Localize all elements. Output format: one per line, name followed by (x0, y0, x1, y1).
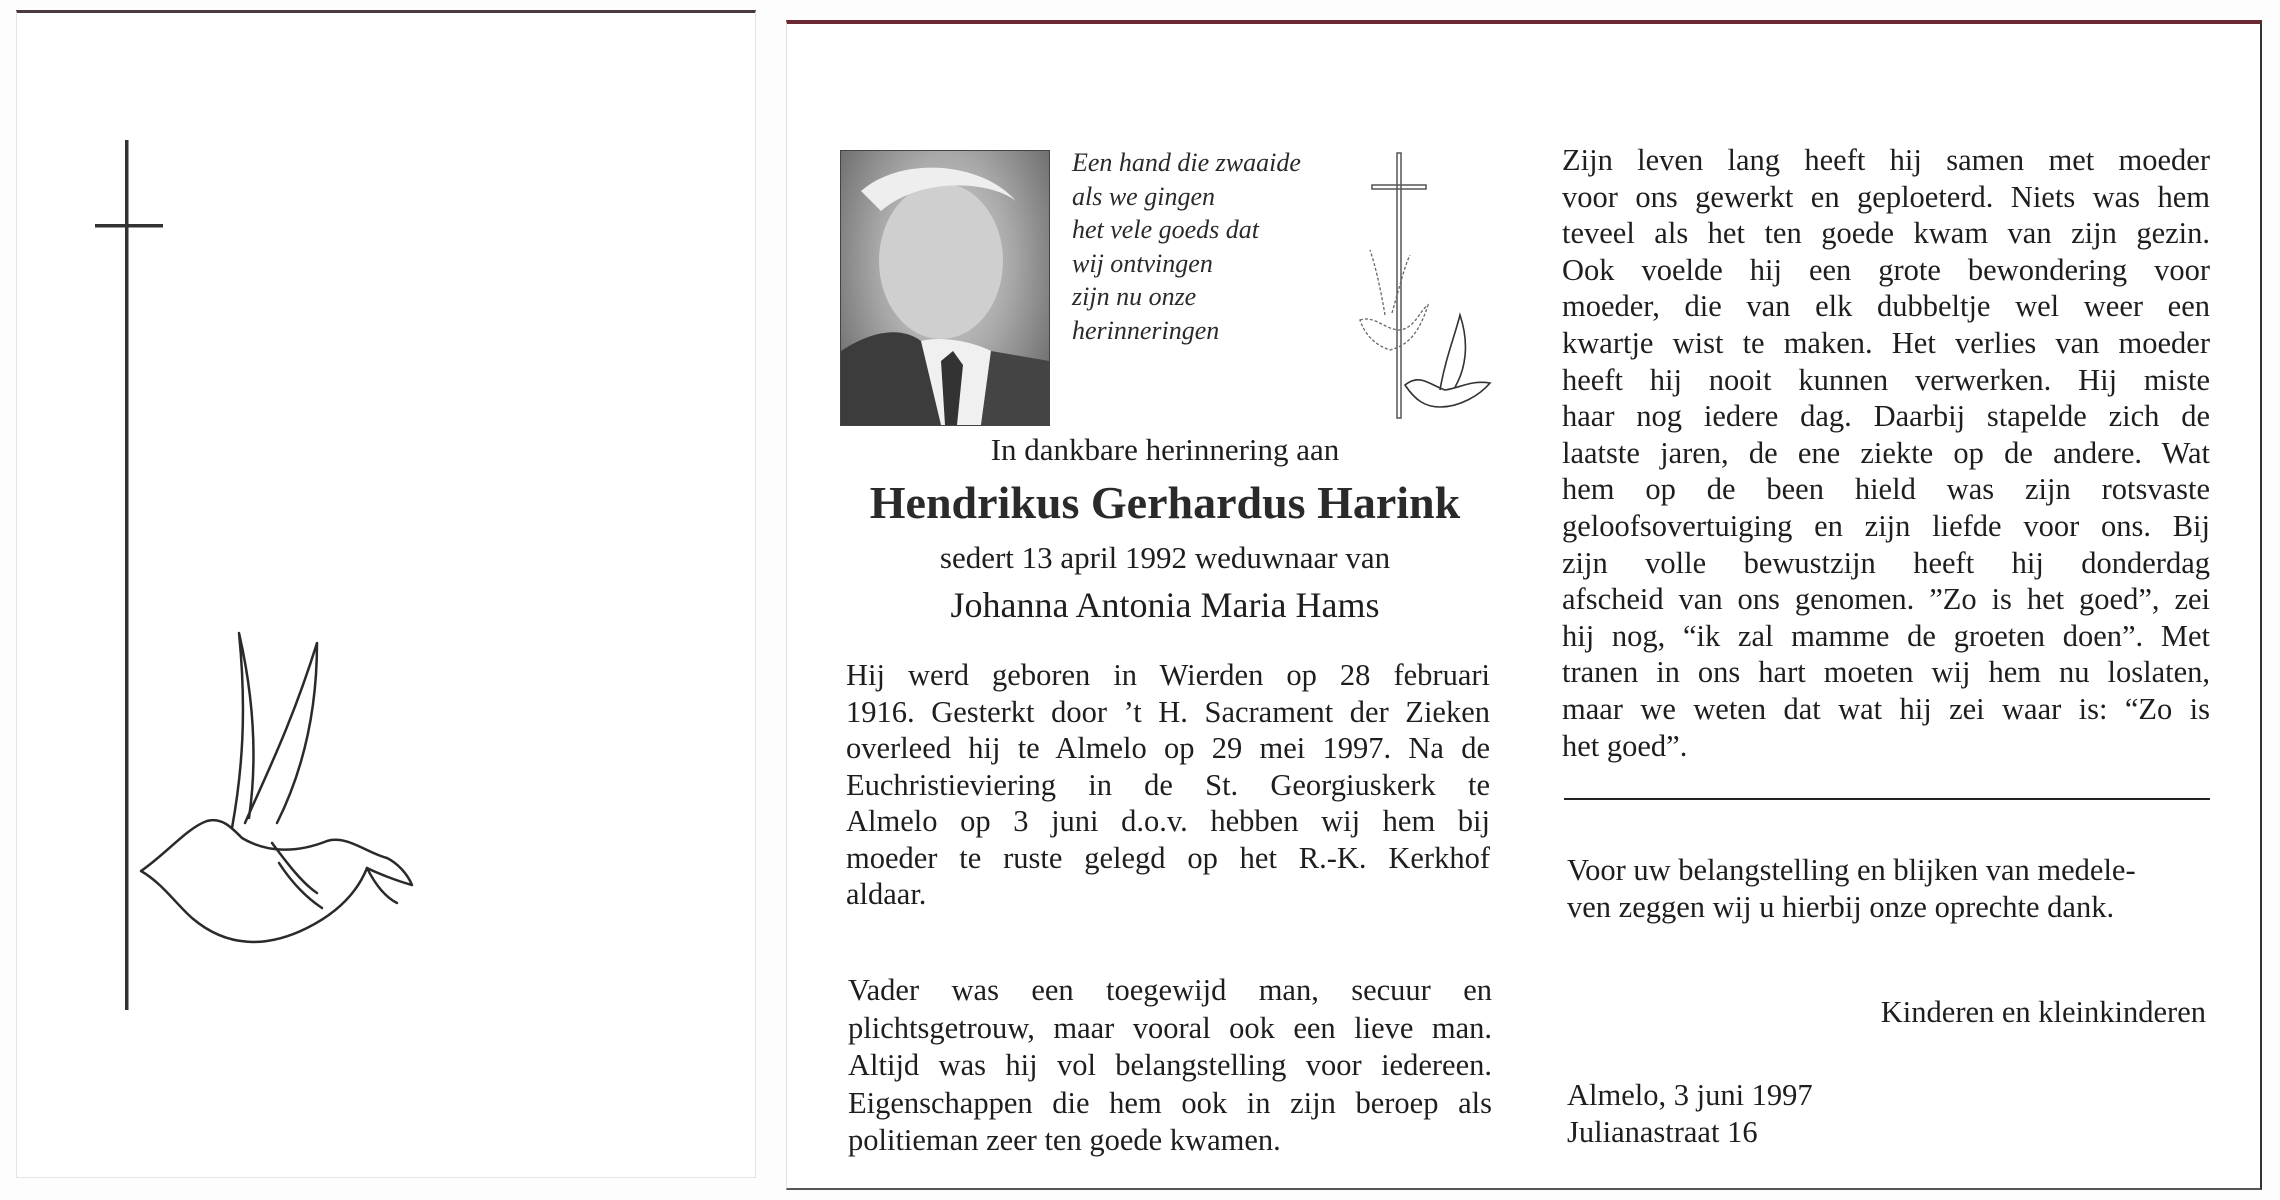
doves-icon (1360, 250, 1428, 350)
character-paragraph (848, 972, 1492, 1160)
text-line: het goed”. (1562, 728, 1688, 763)
thanks-paragraph (1567, 852, 2207, 925)
text-line: Vader was een toegewijd man, secuur en (848, 973, 1492, 1007)
text-line: 1916. Gesterkt door ’t H. Sacrament der Zieken (846, 694, 1490, 729)
portrait-photo (840, 150, 1050, 426)
poem-line: het vele goeds dat (1072, 215, 1259, 244)
cross-and-dove-illustration (17, 13, 757, 1181)
text-line: hij nog, “ik zal mamme de groeten doen”. Met (1562, 618, 2210, 653)
life-paragraph (1562, 142, 2210, 764)
text-line: overleed hij te Almelo op 29 mei 1997. Na de (846, 731, 1490, 765)
card-front (16, 10, 756, 1178)
text-line: kwartje wist te maken. Het verlies van moeder (1562, 325, 2210, 360)
text-line: Altijd was hij vol belangstelling voor iedereen. (848, 1048, 1492, 1082)
poem-line: Een hand die zwaaide (1072, 148, 1301, 177)
dove-icon (141, 633, 412, 942)
text-line: moeder, die van elk dubbeltje wel weer een (1562, 289, 2210, 324)
text-line: hem op de been hield was zijn rotsvaste (1562, 472, 2210, 507)
text-line: laatste jaren, de ene ziekte op de andere. Wat (1562, 435, 2210, 470)
text-line: Hij werd geboren in Wierden op 28 februari (846, 658, 1490, 692)
place-date: Almelo, 3 juni 1997 (1567, 1078, 1813, 1112)
text-line: teveel als het ten goede kwam van zijn gezin. (1562, 216, 2210, 251)
intro-line: In dankbare herinnering aan (990, 432, 1340, 467)
signature: Kinderen en kleinkinderen (1880, 995, 2206, 1029)
address: Julianastraat 16 (1567, 1115, 1758, 1149)
text-line: Zijn leven lang heeft hij samen met moeder (1562, 143, 2210, 177)
text-line: politieman zeer ten goede kwamen. (848, 1123, 1281, 1157)
text-line: maar we weten dat wat hij zei waar is: “Zo is (1562, 691, 2210, 726)
poem-line: als we gingen (1072, 181, 1215, 211)
text-line: moeder te ruste gelegd op het R.-K. Kerkhof (846, 840, 1490, 875)
text-line: geloofsovertuiging en zijn liefde voor ons. Bij (1562, 508, 2210, 543)
text-line: voor ons gewerkt en geploeterd. Niets was hem (1562, 179, 2210, 214)
biography-paragraph (846, 657, 1490, 913)
text-line: Ook voelde hij een grote bewondering voor (1562, 252, 2210, 287)
text-line: afscheid van ons genomen. ”Zo is het goed”, zei (1562, 582, 2210, 617)
text-line: Almelo op 3 juni d.o.v. hebben wij hem bij (846, 804, 1490, 838)
text-line: Voor uw belangstelling en blijken van medele- (1567, 853, 2136, 887)
text-line: Euchristieviering in de St. Georgiuskerk te (846, 767, 1490, 802)
divider (1564, 798, 2210, 800)
text-line: plichtsgetrouw, maar vooral ook een lieve man. (848, 1010, 1492, 1045)
text-line: Eigenschappen die hem ook in zijn beroep als (848, 1085, 1492, 1120)
widower-line: sedert 13 april 1992 weduwnaar van (939, 540, 1391, 575)
memorial-poem (1072, 146, 1301, 347)
text-line: tranen in ons hart moeten wij hem nu loslaten, (1562, 655, 2210, 690)
poem-line: zijn nu onze (1072, 282, 1197, 311)
text-line: haar nog iedere dag. Daarbij stapelde zich de (1562, 399, 2210, 434)
text-line: aldaar. (846, 877, 927, 911)
text-line: heeft hij nooit kunnen verwerken. Hij miste (1562, 362, 2210, 397)
poem-line: wij ontvingen (1072, 248, 1213, 278)
spouse-name: Johanna Antonia Maria Hams (950, 585, 1380, 625)
small-cross-doves-illustration (1330, 145, 1500, 425)
text-line: ven zeggen wij u hierbij onze oprechte dank. (1567, 889, 2115, 924)
portrait-silhouette (841, 151, 1049, 425)
text-line: zijn volle bewustzijn heeft hij donderdag (1562, 545, 2210, 580)
poem-line: herinneringen (1072, 315, 1220, 345)
deceased-name: Hendrikus Gerhardus Harink (869, 477, 1461, 528)
small-cross-icon (1372, 153, 1426, 418)
